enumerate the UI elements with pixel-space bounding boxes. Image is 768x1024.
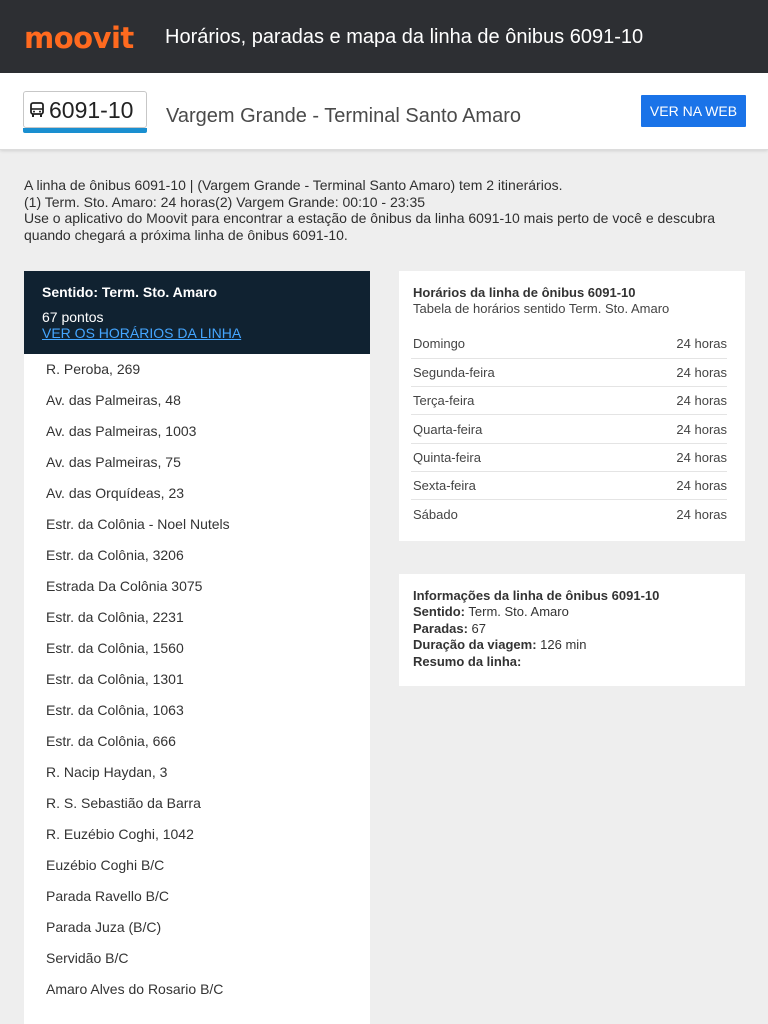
- stop-item[interactable]: Euzébio Coghi B/C: [46, 857, 165, 873]
- intro-line: Use o aplicativo do Moovit para encontrar a estação de ônibus da linha 6091-10 mais perto de você e descubra quando chegará a próxima linha de ônibus 6091-10.: [24, 210, 716, 243]
- hours-cell: 24 horas: [608, 415, 727, 443]
- line-badge: [23, 91, 147, 128]
- stop-item[interactable]: R. Euzébio Coghi, 1042: [46, 826, 194, 842]
- info-label: Resumo da linha:: [413, 653, 522, 669]
- day-cell: Segunda-feira: [411, 358, 608, 386]
- stop-item[interactable]: R. Peroba, 269: [46, 361, 141, 377]
- stop-item[interactable]: Estr. da Colônia, 666: [46, 733, 176, 749]
- day-cell: Quinta-feira: [411, 443, 608, 471]
- hours-subtitle: Tabela de horários sentido Term. Sto. Amaro: [413, 301, 670, 316]
- stop-item[interactable]: Estrada Da Colônia 3075: [46, 578, 203, 594]
- stops-count: 67 pontos: [42, 309, 104, 325]
- direction-header: [24, 271, 370, 354]
- info-value: 67: [471, 620, 487, 636]
- day-cell: Quarta-feira: [411, 415, 608, 443]
- info-duration: [413, 637, 731, 654]
- table-row: [411, 330, 727, 358]
- hours-cell: 24 horas: [608, 387, 727, 415]
- stops-panel: [24, 271, 370, 1024]
- bus-icon: [29, 101, 47, 119]
- day-cell: Domingo: [411, 330, 608, 358]
- stop-item[interactable]: R. S. Sebastião da Barra: [46, 795, 201, 811]
- stop-item[interactable]: Estr. da Colônia, 3206: [46, 547, 184, 563]
- hours-card: [399, 271, 745, 541]
- day-cell: Sábado: [413, 506, 458, 522]
- info-label: Sentido:: [413, 604, 465, 619]
- stop-item[interactable]: Parada Juza (B/C): [46, 919, 162, 935]
- direction-title: Sentido: Term. Sto. Amaro: [42, 284, 218, 300]
- stop-item[interactable]: Amaro Alves do Rosario B/C: [46, 981, 224, 997]
- table-row: [411, 415, 727, 443]
- stop-item[interactable]: Estr. da Colônia - Noel Nutels: [46, 516, 230, 532]
- line-number: 6091-10: [49, 96, 134, 123]
- stop-item[interactable]: Estr. da Colônia, 2231: [46, 609, 184, 625]
- table-row: [411, 471, 727, 499]
- line-header: [0, 73, 768, 150]
- info-value: 126 min: [540, 637, 587, 652]
- stop-item[interactable]: Av. das Palmeiras, 1003: [46, 423, 197, 439]
- stop-item[interactable]: Av. das Palmeiras, 75: [46, 454, 181, 470]
- stop-item[interactable]: Estr. da Colônia, 1063: [46, 702, 184, 718]
- hours-cell: 24 horas: [608, 471, 727, 499]
- table-row: [411, 500, 727, 528]
- stop-item[interactable]: Estr. da Colônia, 1560: [46, 640, 184, 656]
- table-row: [411, 387, 727, 415]
- route-name: Vargem Grande - Terminal Santo Amaro: [166, 105, 521, 127]
- page-title: Horários, paradas e mapa da linha de ônibus 6091-10: [165, 26, 644, 48]
- hours-cell: 24 horas: [608, 358, 727, 386]
- info-label: Paradas:: [413, 620, 468, 636]
- day-cell: Terça-feira: [411, 387, 608, 415]
- info-label: Duração da viagem:: [413, 637, 537, 652]
- moovit-logo[interactable]: moovit: [24, 21, 134, 55]
- intro-text: [24, 177, 749, 243]
- intro-line: (1) Term. Sto. Amaro: 24 horas(2) Vargem Grande: 00:10 - 23:35: [24, 193, 426, 210]
- table-row: [411, 358, 727, 386]
- stops-list: [24, 354, 370, 1013]
- table-row: [411, 443, 727, 471]
- hours-cell: 24 horas: [608, 443, 727, 471]
- stop-item[interactable]: Av. das Palmeiras, 48: [46, 392, 181, 408]
- hours-cell: 24 horas: [676, 506, 727, 522]
- view-schedule-link[interactable]: VER OS HORÁRIOS DA LINHA: [42, 325, 242, 341]
- info-title: Informações da linha de ônibus 6091-10: [413, 588, 660, 603]
- info-value: Term. Sto. Amaro: [468, 604, 569, 619]
- stop-item[interactable]: Servidão B/C: [46, 950, 129, 966]
- line-info-card: [399, 574, 745, 686]
- info-stops: [413, 621, 731, 638]
- top-bar: [0, 0, 768, 73]
- stop-item[interactable]: Estr. da Colônia, 1301: [46, 671, 184, 687]
- view-on-web-button[interactable]: VER NA WEB: [641, 95, 746, 127]
- stop-item[interactable]: Parada Ravello B/C: [46, 888, 169, 904]
- stop-item[interactable]: Av. das Orquídeas, 23: [46, 485, 185, 501]
- stop-item[interactable]: R. Nacip Haydan, 3: [46, 764, 168, 780]
- info-direction: [413, 604, 731, 621]
- hours-table: [411, 330, 727, 528]
- intro-line: A linha de ônibus 6091-10 | (Vargem Grande - Terminal Santo Amaro) tem 2 itinerários.: [24, 177, 563, 193]
- day-cell: Sexta-feira: [411, 471, 608, 499]
- hours-cell: 24 horas: [608, 330, 727, 358]
- hours-title: Horários da linha de ônibus 6091-10: [413, 285, 636, 300]
- info-summary: [413, 654, 731, 671]
